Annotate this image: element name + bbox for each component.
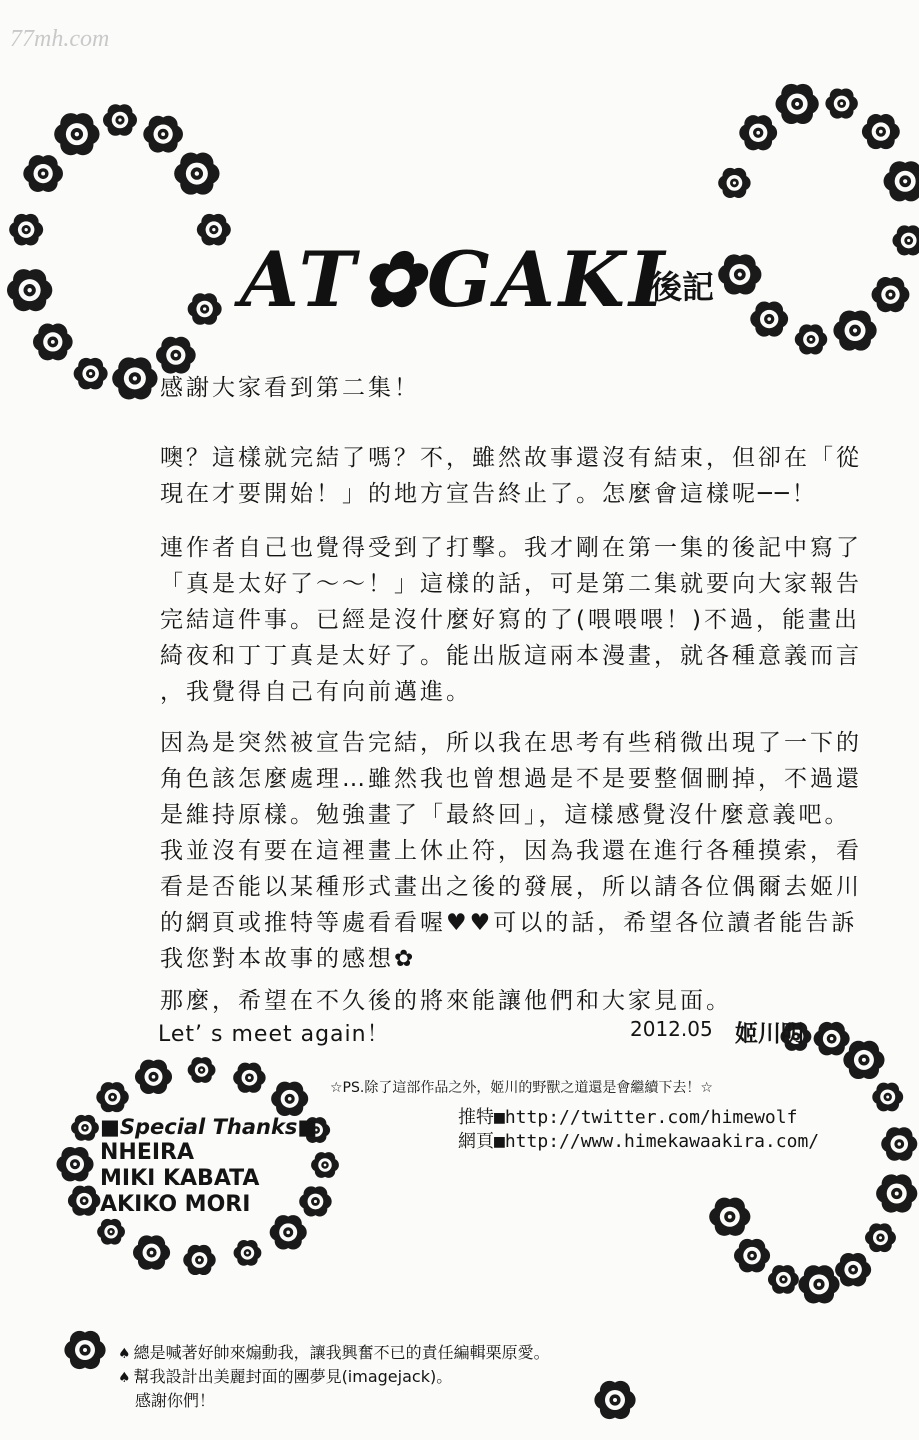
flower-corner-bottom-left-icon (55, 1325, 115, 1375)
twitter-link-row (458, 1103, 797, 1129)
thanks-name: AKIKO MORI (100, 1192, 251, 1217)
note-editor: ♠ 總是喊著好帥來煽動我，讓我興奮不已的責任編輯栗原愛。 (118, 1343, 550, 1362)
website-link[interactable]: http://www.himekawaakira.com/ (504, 1131, 820, 1152)
page-title: AT✿GAKI (240, 235, 669, 324)
date: 2012.05 (630, 1017, 713, 1041)
paragraph-1: 感謝大家看到第二集！ (160, 375, 420, 401)
website-label: 網頁■ (458, 1131, 505, 1152)
flower-wreath-bottom-right-icon (680, 1010, 919, 1310)
ps-note: ☆PS.除了這部作品之外，姬川的野獸之道還是會繼續下去！☆ (330, 1080, 713, 1096)
paragraph-4: 因為是突然被宣告完結，所以我在思考有些稍微出現了一下的 角色該怎麼處理…雖然我也曾想過是不是要整個刪掉，不過還 是維持原樣。勉強畫了「最終回」，這樣感覺沒什麼意義吧。 我並沒有要在這裡畫上休止符，因為我還在進行各種摸索，看 看是否能以某種形式畫出之後的發展，所以請各位偶爾去姬川 的網頁或推特等處看看喔♥♥可以的話，希望各位讀者能告訴 我您對本故事的感想✿ (160, 730, 862, 972)
paragraph-5: 那麼，希望在不久後的將來能讓他們和大家見面。 (160, 988, 732, 1014)
twitter-link[interactable]: http://twitter.com/himewolf (504, 1107, 798, 1128)
author-signature: 姬川明 (735, 1021, 804, 1047)
spade-icon: ♠ (118, 1346, 131, 1362)
flower-corner-bottom-icon (585, 1375, 645, 1425)
signoff: Let’ s meet again！ (158, 1022, 390, 1047)
special-thanks-heading: ■Special Thanks■ (100, 1115, 318, 1139)
special-thanks-names (100, 1140, 259, 1218)
flower-wreath-top-right-icon (700, 70, 919, 360)
thanks-name: MIKI KABATA (100, 1166, 260, 1191)
paragraph-2: 噢？這樣就完結了嗎？不，雖然故事還沒有結束，但卻在「從 現在才要開始！」的地方宣告終止了。怎麼會這樣呢──！ (160, 445, 862, 507)
note-designer: ♠ 幫我設計出美麗封面的團夢見(imagejack)。 (118, 1367, 453, 1386)
thanks-name: NHEIRA (100, 1140, 195, 1165)
page-subtitle: 後記 (650, 268, 715, 306)
paragraph-3: 連作者自己也覺得受到了打擊。我才剛在第一集的後記中寫了 「真是太好了～～！」這樣的話，可是第二集就要向大家報告 完結這件事。已經是沒什麼好寫的了(喂喂喂！)不過，能畫出 綺夜和丁丁真是太好了。能出版這兩本漫畫，就各種意義而言 ，我覺得自己有向前邁進。 (160, 535, 862, 705)
website-link-row (458, 1127, 819, 1153)
watermark: 77mh.com (10, 26, 110, 52)
note-thanks: 感謝你們！ (135, 1391, 216, 1410)
flower-wreath-top-left-icon (0, 90, 240, 410)
spade-icon: ♠ (118, 1370, 131, 1386)
twitter-label: 推特■ (458, 1107, 505, 1128)
